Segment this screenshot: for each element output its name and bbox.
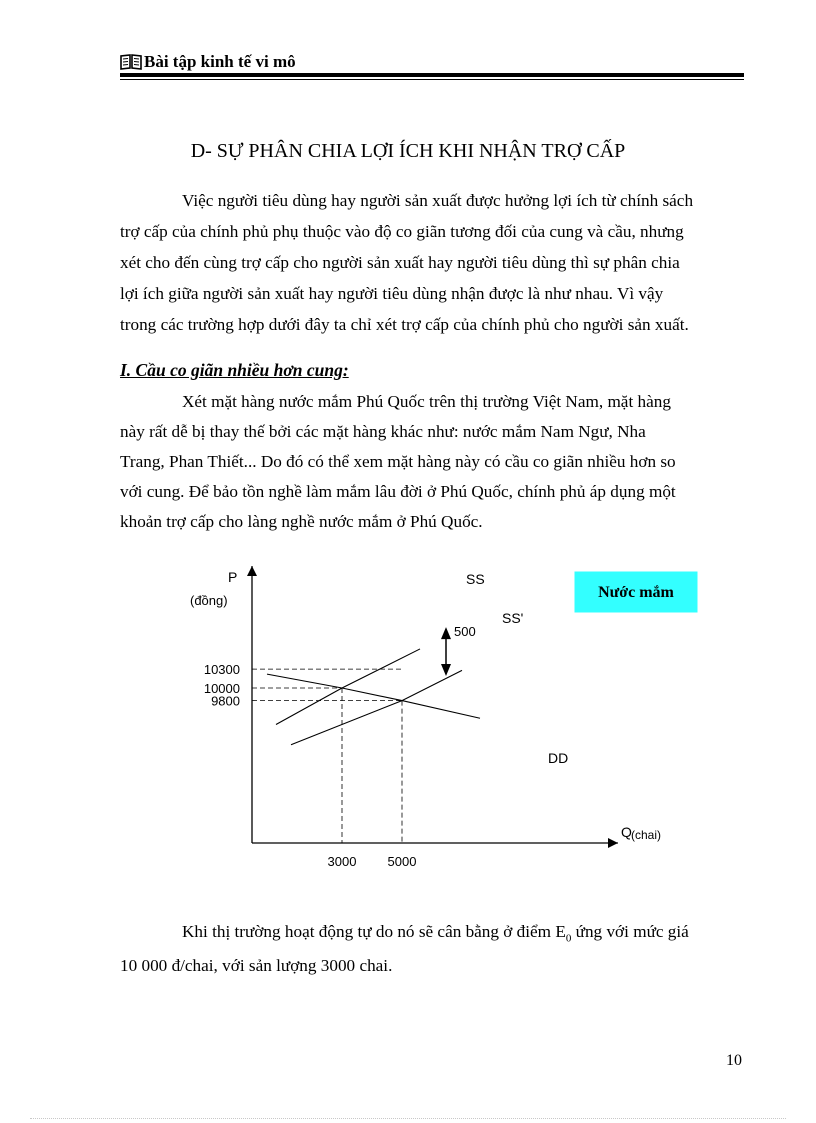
x-tick-label: 3000	[327, 854, 357, 869]
supply-curve-ss-prime	[291, 670, 462, 744]
example-line: Trang, Phan Thiết... Do đó có thể xem mặt hàng này có cầu co giãn nhiều hơn so	[120, 452, 676, 471]
example-line: khoản trợ cấp cho làng nghề nước mắm ở Phú Quốc.	[120, 512, 483, 531]
header-title: Bài tập kinh tế vi mô	[144, 52, 296, 71]
legend-title: Nước mắm	[598, 584, 674, 601]
supply-curve-ss-prime-label: SS'	[502, 610, 524, 626]
equilibrium-subscript: 0	[565, 932, 572, 945]
y-axis-arrow	[247, 566, 257, 576]
x-tick-label: 5000	[387, 854, 417, 869]
subsidy-arrow-head-down	[441, 664, 451, 676]
x-axis-unit: (chai)	[631, 828, 662, 842]
subsidy-label: 500	[454, 624, 476, 639]
y-tick-label: 9800	[211, 693, 240, 709]
x-axis-arrow	[608, 838, 618, 848]
intro-line: trợ cấp của chính phủ phụ thuộc vào độ co giãn tương đối của cung và cầu, nhưng	[120, 222, 684, 241]
y-tick-label: 10000	[203, 681, 240, 696]
y-axis-unit: (đồng)	[190, 593, 228, 608]
page-bottom-border	[30, 1118, 786, 1119]
conclusion-line: 10 000 đ/chai, với sản lượng 3000 chai.	[120, 956, 393, 975]
x-axis-label: Q	[621, 824, 632, 840]
intro-line: trong các trường hợp dưới đây ta chỉ xét trợ cấp của chính phủ cho người sản xuất.	[120, 315, 689, 334]
example-line: này rất dễ bị thay thế bởi các mặt hàng khác như: nước mắm Nam Ngư, Nha	[120, 422, 646, 441]
conclusion-line	[120, 915, 744, 949]
page-number: 10	[726, 1052, 742, 1069]
y-tick-label: 10300	[203, 662, 240, 678]
example-line: Xét mặt hàng nước mắm Phú Quốc trên thị trường Việt Nam, mặt hàng	[182, 392, 671, 411]
supply-curve-ss-label: SS	[466, 571, 485, 587]
conclusion-text: Khi thị trường hoạt động tự do nó sẽ cân bằng ở điểm E	[182, 922, 566, 941]
intro-line: Việc người tiêu dùng hay người sản xuất được hưởng lợi ích từ chính sách	[182, 191, 694, 210]
y-axis-label: P	[228, 569, 238, 585]
subsidy-arrow-head-up	[441, 627, 451, 639]
intro-line: lợi ích giữa người sản xuất hay người tiêu dùng nhận được là như nhau. Vì vậy	[120, 284, 664, 303]
intro-line: xét cho đến cùng trợ cấp cho người sản xuất hay người tiêu dùng thì sự phân chia	[120, 253, 680, 272]
section-title: D- SỰ PHÂN CHIA LỢI ÍCH KHI NHẬN TRỢ CẤP	[190, 140, 626, 162]
example-line: với cung. Để bảo tồn nghề làm mắm lâu đời ở Phú Quốc, chính phủ áp dụng một	[120, 482, 676, 501]
conclusion-paragraph	[120, 915, 744, 983]
subsection-title: I. Cầu co giãn nhiều hơn cung:	[120, 360, 349, 380]
demand-curve-dd-label: DD	[548, 750, 569, 766]
conclusion-tail: ứng với mức giá	[571, 922, 689, 941]
supply-curve-ss	[276, 649, 420, 725]
